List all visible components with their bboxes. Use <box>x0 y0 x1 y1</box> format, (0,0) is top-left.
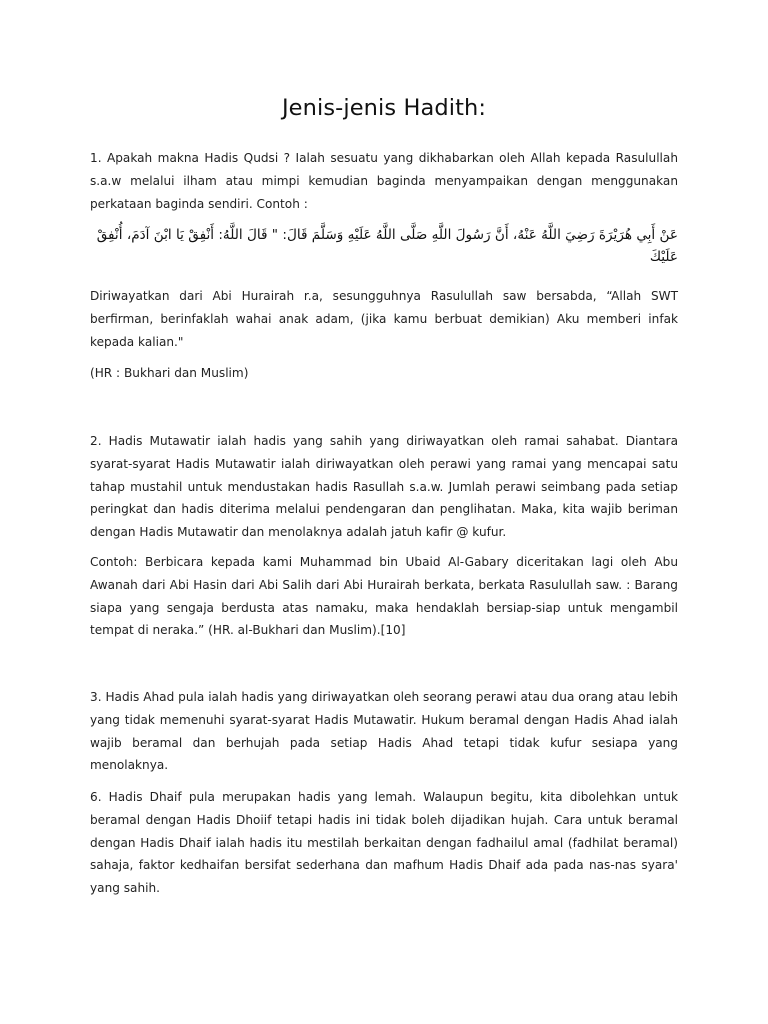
paragraph-hadis-mutawatir: 2. Hadis Mutawatir ialah hadis yang sahih yang diriwayatkan oleh ramai sahabat. Diantara syarat-syarat Hadis Mutawatir ialah diriwayatkan oleh perawi yang ramai yang mencapai satu tahap mustahil untuk mendustakan hadis Rasullah s.a.w. Jumlah perawi seimbang pada setiap peringkat dan hadis diterima melalui pendengaran dan penglihatan. Maka, kita wajib beriman dengan Hadis Mutawatir dan menolaknya adalah jatuh kafir @ kufur. <box>90 434 678 540</box>
paragraph-hadis-dhaif: 6. Hadis Dhaif pula merupakan hadis yang lemah. Walaupun begitu, kita dibolehkan untuk beramal dengan Hadis Dhoiif tetapi hadis ini tidak boleh dijadikan hujah. Cara untuk beramal dengan Hadis Dhaif ialah hadis itu mestilah berkaitan dengan fadhailul amal (fadhilat beramal) sahaja, faktor kedhaifan bersifat sederhana dan mafhum Hadis Dhaif ada pada nas-nas syara' yang sahih. <box>90 790 678 896</box>
page-title: Jenis-jenis Hadith: <box>281 95 487 121</box>
document-page <box>90 0 678 1024</box>
arabic-hadith-text: عَنْ أَبِي هُرَيْرَةَ رَضِيَ اللَّهُ عَنْهُ، أَنَّ رَسُولَ اللَّهِ صَلَّى اللَّهُ عَلَيْهِ وَسَلَّمَ قَالَ: " قَالَ اللَّهُ: أَنْفِقْ يَا ابْنَ آدَمَ، أُنْفِقْ عَلَيْكَ <box>96 227 678 265</box>
paragraph-hadis-qudsi: 1. Apakah makna Hadis Qudsi ? Ialah sesuatu yang dikhabarkan oleh Allah kepada Rasulullah s.a.w melalui ilham atau mimpi kemudian baginda menyampaikan dengan menggunakan perkataan baginda sendiri. Contoh : <box>90 151 678 211</box>
paragraph-hadis-ahad: 3. Hadis Ahad pula ialah hadis yang diriwayatkan oleh seorang perawi atau dua orang atau lebih yang tidak memenuhi syarat-syarat Hadis Mutawatir. Hukum beramal dengan Hadis Ahad ialah wajib beramal dan berhujah pada setiap Hadis Ahad tetapi tidak kufur sesiapa yang menolaknya. <box>90 690 678 773</box>
paragraph-translation: Diriwayatkan dari Abi Hurairah r.a, sesungguhnya Rasulullah saw bersabda, “Allah SWT berfirman, berinfaklah wahai anak adam, (jika kamu berbuat demikian) Aku memberi infak kepada kalian." <box>90 289 678 349</box>
paragraph-reference: (HR : Bukhari dan Muslim) <box>90 366 249 380</box>
paragraph-mutawatir-example: Contoh: Berbicara kepada kami Muhammad bin Ubaid Al-Gabary diceritakan lagi oleh Abu Awanah dari Abi Hasin dari Abi Salih dari Abi Hurairah berkata, berkata Rasulullah saw. : Barang siapa yang sengaja berdusta atas namaku, maka hendaklah bersiap-siap untuk mengambil tempat di neraka.” (HR. al-Bukhari dan Muslim).[10] <box>90 555 678 638</box>
